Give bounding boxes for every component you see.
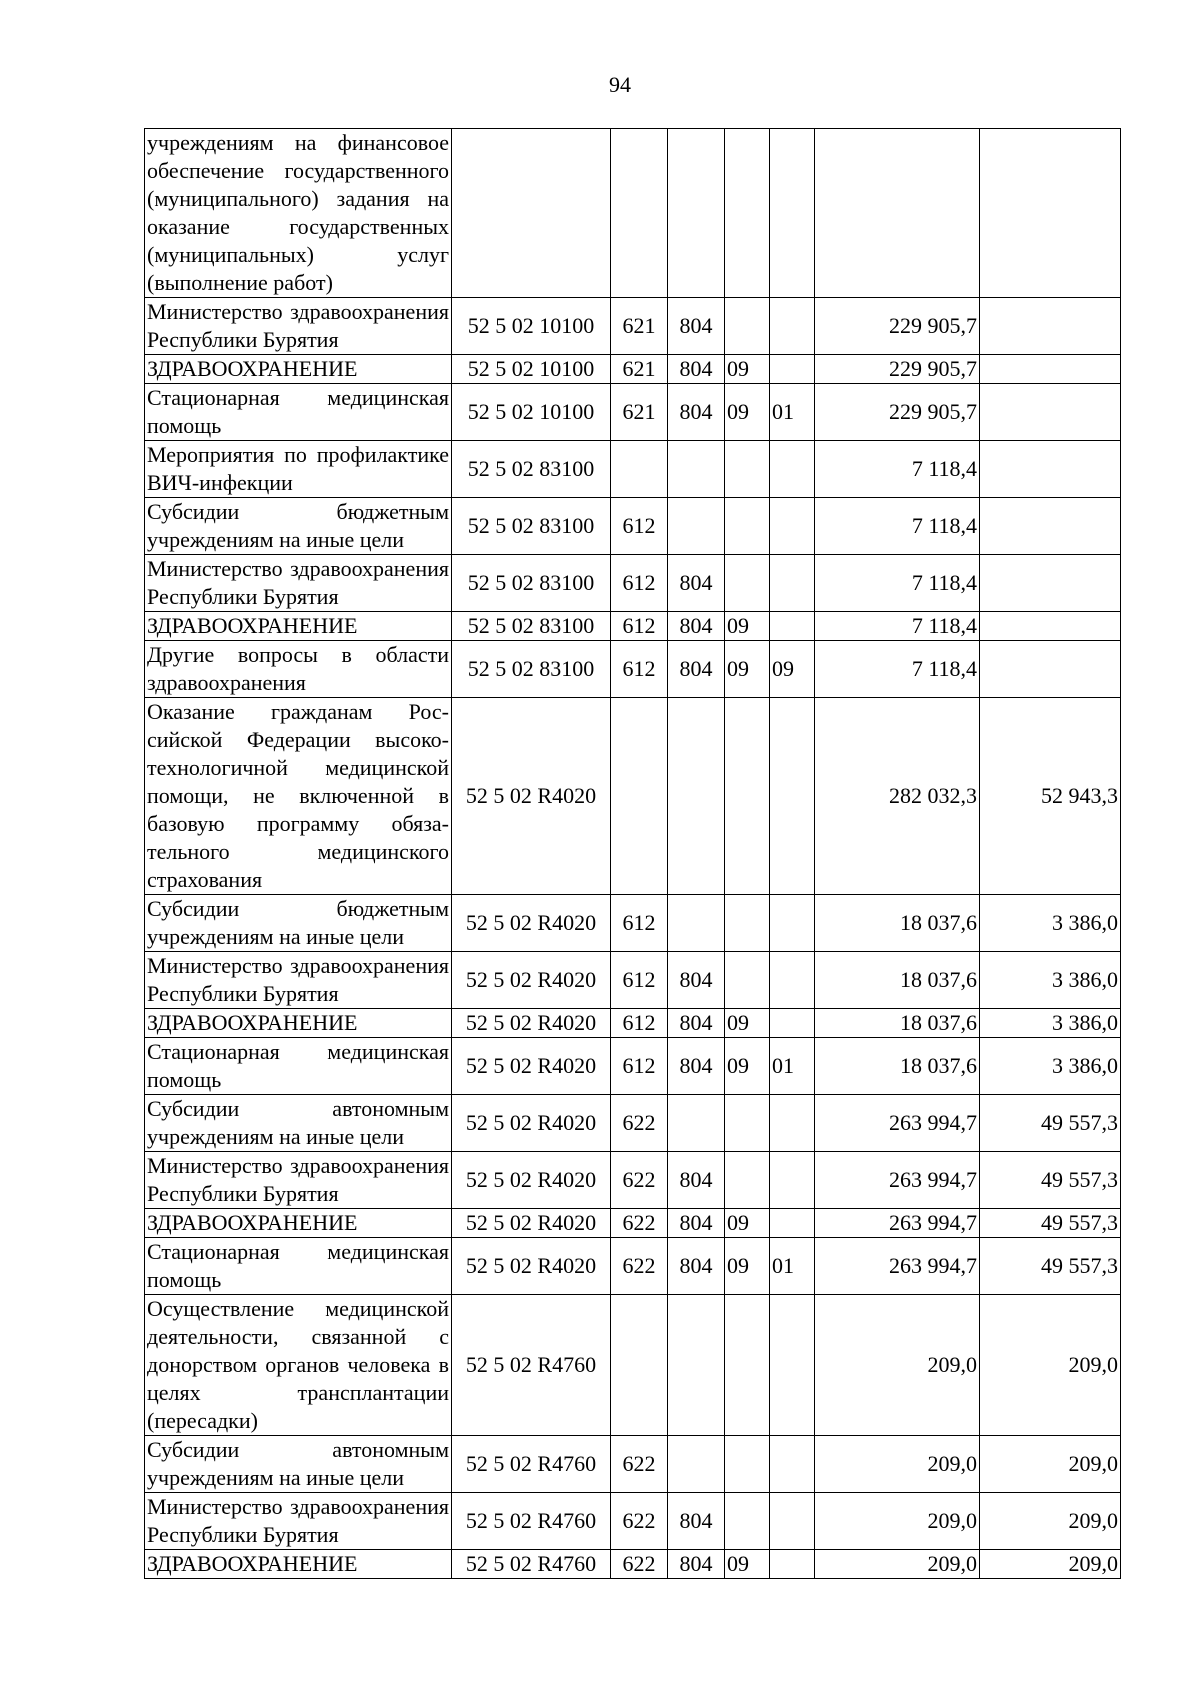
subsection-cell	[770, 1493, 815, 1550]
amount-cell: 7 118,4	[815, 641, 980, 698]
target-code-cell: 52 5 02 10100	[452, 298, 611, 355]
amount-cell: 7 118,4	[815, 555, 980, 612]
section-cell	[725, 1493, 770, 1550]
row-name-cell: ЗДРАВООХРАНЕНИЕ	[145, 1550, 452, 1579]
subsection-cell	[770, 1009, 815, 1038]
target-code-cell: 52 5 02 R4020	[452, 1152, 611, 1209]
expense-type-cell: 621	[611, 298, 668, 355]
amount-cell: 229 905,7	[815, 355, 980, 384]
row-name-cell: Министерство здравоохранения Республики Бурятия	[145, 1152, 452, 1209]
target-code-cell: 52 5 02 R4020	[452, 1095, 611, 1152]
federal-amount-cell	[980, 355, 1121, 384]
subsection-cell	[770, 555, 815, 612]
expense-type-cell: 612	[611, 641, 668, 698]
target-code-cell: 52 5 02 R4020	[452, 1209, 611, 1238]
target-code-cell: 52 5 02 10100	[452, 355, 611, 384]
target-code-cell: 52 5 02 R4020	[452, 698, 611, 895]
row-name-cell: Субсидии бюджетным учреждениям на иные цели	[145, 498, 452, 555]
table-row	[145, 129, 1121, 298]
amount-cell	[815, 129, 980, 298]
target-code-cell: 52 5 02 83100	[452, 555, 611, 612]
ministry-code-cell	[668, 1095, 725, 1152]
table-row	[145, 1152, 1121, 1209]
federal-amount-cell: 49 557,3	[980, 1152, 1121, 1209]
ministry-code-cell	[668, 895, 725, 952]
amount-cell: 18 037,6	[815, 952, 980, 1009]
target-code-cell: 52 5 02 R4760	[452, 1493, 611, 1550]
table-row	[145, 1095, 1121, 1152]
table-row	[145, 1493, 1121, 1550]
ministry-code-cell: 804	[668, 555, 725, 612]
ministry-code-cell: 804	[668, 1038, 725, 1095]
ministry-code-cell: 804	[668, 384, 725, 441]
table-row	[145, 698, 1121, 895]
subsection-cell: 01	[770, 384, 815, 441]
expense-type-cell: 612	[611, 612, 668, 641]
ministry-code-cell: 804	[668, 298, 725, 355]
budget-table-body	[145, 129, 1121, 1579]
federal-amount-cell: 3 386,0	[980, 895, 1121, 952]
federal-amount-cell	[980, 129, 1121, 298]
subsection-cell	[770, 698, 815, 895]
ministry-code-cell: 804	[668, 1152, 725, 1209]
section-cell	[725, 1295, 770, 1436]
table-row	[145, 1038, 1121, 1095]
ministry-code-cell	[668, 129, 725, 298]
table-row	[145, 952, 1121, 1009]
section-cell	[725, 441, 770, 498]
ministry-code-cell: 804	[668, 1550, 725, 1579]
row-name-cell: Другие вопросы в области здравоохранения	[145, 641, 452, 698]
section-cell: 09	[725, 384, 770, 441]
amount-cell: 229 905,7	[815, 384, 980, 441]
section-cell: 09	[725, 641, 770, 698]
subsection-cell	[770, 1152, 815, 1209]
expense-type-cell: 612	[611, 1009, 668, 1038]
federal-amount-cell	[980, 441, 1121, 498]
expense-type-cell: 622	[611, 1152, 668, 1209]
federal-amount-cell	[980, 498, 1121, 555]
ministry-code-cell	[668, 441, 725, 498]
federal-amount-cell	[980, 641, 1121, 698]
section-cell: 09	[725, 1209, 770, 1238]
section-cell	[725, 298, 770, 355]
row-name-cell: Министерство здравоохранения Республики Бурятия	[145, 952, 452, 1009]
amount-cell: 18 037,6	[815, 1009, 980, 1038]
ministry-code-cell: 804	[668, 1238, 725, 1295]
amount-cell: 282 032,3	[815, 698, 980, 895]
section-cell	[725, 1436, 770, 1493]
section-cell: 09	[725, 1238, 770, 1295]
row-name-cell: Осуществление медицинской деятельности, связанной с донорством органов человека в целях трансплантации (пересадки)	[145, 1295, 452, 1436]
table-row	[145, 355, 1121, 384]
row-name-cell: ЗДРАВООХРАНЕНИЕ	[145, 355, 452, 384]
expense-type-cell: 612	[611, 952, 668, 1009]
federal-amount-cell: 52 943,3	[980, 698, 1121, 895]
expense-type-cell: 622	[611, 1209, 668, 1238]
amount-cell: 209,0	[815, 1436, 980, 1493]
expense-type-cell: 621	[611, 355, 668, 384]
table-row	[145, 1009, 1121, 1038]
amount-cell: 263 994,7	[815, 1209, 980, 1238]
subsection-cell	[770, 952, 815, 1009]
table-row	[145, 441, 1121, 498]
ministry-code-cell: 804	[668, 1009, 725, 1038]
table-row	[145, 1550, 1121, 1579]
federal-amount-cell: 49 557,3	[980, 1095, 1121, 1152]
ministry-code-cell	[668, 698, 725, 895]
table-row	[145, 555, 1121, 612]
table-row	[145, 384, 1121, 441]
row-name-cell: ЗДРАВООХРАНЕНИЕ	[145, 1009, 452, 1038]
section-cell	[725, 698, 770, 895]
table-row	[145, 298, 1121, 355]
row-name-cell: ЗДРАВООХРАНЕНИЕ	[145, 1209, 452, 1238]
federal-amount-cell: 3 386,0	[980, 1038, 1121, 1095]
subsection-cell	[770, 612, 815, 641]
row-name-cell: Стационарная медицинская помощь	[145, 1038, 452, 1095]
amount-cell: 229 905,7	[815, 298, 980, 355]
target-code-cell: 52 5 02 83100	[452, 498, 611, 555]
table-row	[145, 498, 1121, 555]
section-cell: 09	[725, 1038, 770, 1095]
federal-amount-cell: 3 386,0	[980, 1009, 1121, 1038]
row-name-cell: Субсидии автономным учреждениям на иные цели	[145, 1436, 452, 1493]
federal-amount-cell: 3 386,0	[980, 952, 1121, 1009]
target-code-cell: 52 5 02 R4020	[452, 1009, 611, 1038]
subsection-cell	[770, 441, 815, 498]
target-code-cell: 52 5 02 R4760	[452, 1295, 611, 1436]
row-name-cell: Мероприятия по профилактике ВИЧ-инфекции	[145, 441, 452, 498]
expense-type-cell: 622	[611, 1095, 668, 1152]
ministry-code-cell: 804	[668, 641, 725, 698]
subsection-cell	[770, 1095, 815, 1152]
subsection-cell: 01	[770, 1038, 815, 1095]
amount-cell: 7 118,4	[815, 498, 980, 555]
subsection-cell	[770, 355, 815, 384]
federal-amount-cell: 209,0	[980, 1493, 1121, 1550]
subsection-cell: 09	[770, 641, 815, 698]
table-row	[145, 1295, 1121, 1436]
target-code-cell: 52 5 02 83100	[452, 641, 611, 698]
amount-cell: 209,0	[815, 1493, 980, 1550]
section-cell	[725, 1095, 770, 1152]
row-name-cell: Министерство здравоохранения Республики Бурятия	[145, 298, 452, 355]
expense-type-cell: 622	[611, 1550, 668, 1579]
ministry-code-cell	[668, 1295, 725, 1436]
expense-type-cell	[611, 1295, 668, 1436]
ministry-code-cell: 804	[668, 1493, 725, 1550]
target-code-cell: 52 5 02 R4020	[452, 1238, 611, 1295]
subsection-cell: 01	[770, 1238, 815, 1295]
federal-amount-cell: 49 557,3	[980, 1209, 1121, 1238]
amount-cell: 263 994,7	[815, 1238, 980, 1295]
amount-cell: 209,0	[815, 1295, 980, 1436]
table-row	[145, 895, 1121, 952]
expense-type-cell	[611, 441, 668, 498]
row-name-cell: Стационарная медицинская помощь	[145, 384, 452, 441]
budget-table	[144, 128, 1121, 1579]
ministry-code-cell: 804	[668, 612, 725, 641]
federal-amount-cell	[980, 612, 1121, 641]
section-cell	[725, 498, 770, 555]
row-name-cell: Министерство здравоохранения Республики Бурятия	[145, 555, 452, 612]
table-row	[145, 612, 1121, 641]
target-code-cell: 52 5 02 R4760	[452, 1436, 611, 1493]
expense-type-cell	[611, 698, 668, 895]
federal-amount-cell	[980, 298, 1121, 355]
amount-cell: 7 118,4	[815, 612, 980, 641]
row-name-cell: Оказание гражданам Российской Федерации высокотехнологичной медицинской помощи, не включенной в базовую программу обязательного медицинского страхования	[145, 698, 452, 895]
ministry-code-cell: 804	[668, 1209, 725, 1238]
ministry-code-cell: 804	[668, 355, 725, 384]
amount-cell: 7 118,4	[815, 441, 980, 498]
section-cell	[725, 129, 770, 298]
expense-type-cell: 621	[611, 384, 668, 441]
expense-type-cell: 622	[611, 1238, 668, 1295]
row-name-cell: Стационарная медицинская помощь	[145, 1238, 452, 1295]
target-code-cell: 52 5 02 83100	[452, 441, 611, 498]
expense-type-cell: 612	[611, 555, 668, 612]
expense-type-cell: 612	[611, 895, 668, 952]
federal-amount-cell: 209,0	[980, 1295, 1121, 1436]
target-code-cell: 52 5 02 R4020	[452, 895, 611, 952]
target-code-cell	[452, 129, 611, 298]
expense-type-cell	[611, 129, 668, 298]
row-name-cell: Субсидии бюджетным учреждениям на иные цели	[145, 895, 452, 952]
ministry-code-cell	[668, 498, 725, 555]
table-row	[145, 1209, 1121, 1238]
subsection-cell	[770, 895, 815, 952]
federal-amount-cell	[980, 555, 1121, 612]
row-name-cell: учреждениям на финансовое обеспечение государственного (муниципального) задания на оказание государственных (муниципальных) услуг (выполнение работ)	[145, 129, 452, 298]
row-name-cell: Министерство здравоохранения Республики Бурятия	[145, 1493, 452, 1550]
target-code-cell: 52 5 02 R4760	[452, 1550, 611, 1579]
amount-cell: 263 994,7	[815, 1095, 980, 1152]
target-code-cell: 52 5 02 83100	[452, 612, 611, 641]
target-code-cell: 52 5 02 R4020	[452, 1038, 611, 1095]
subsection-cell	[770, 1295, 815, 1436]
amount-cell: 263 994,7	[815, 1152, 980, 1209]
amount-cell: 209,0	[815, 1550, 980, 1579]
expense-type-cell: 612	[611, 1038, 668, 1095]
target-code-cell: 52 5 02 10100	[452, 384, 611, 441]
table-row	[145, 1436, 1121, 1493]
section-cell	[725, 1152, 770, 1209]
row-name-cell: ЗДРАВООХРАНЕНИЕ	[145, 612, 452, 641]
section-cell	[725, 555, 770, 612]
federal-amount-cell: 209,0	[980, 1436, 1121, 1493]
amount-cell: 18 037,6	[815, 895, 980, 952]
section-cell: 09	[725, 612, 770, 641]
table-row	[145, 641, 1121, 698]
federal-amount-cell: 49 557,3	[980, 1238, 1121, 1295]
subsection-cell	[770, 1550, 815, 1579]
section-cell: 09	[725, 355, 770, 384]
subsection-cell	[770, 298, 815, 355]
section-cell	[725, 952, 770, 1009]
ministry-code-cell	[668, 1436, 725, 1493]
subsection-cell	[770, 1436, 815, 1493]
page-number: 94	[609, 72, 631, 97]
subsection-cell	[770, 1209, 815, 1238]
ministry-code-cell: 804	[668, 952, 725, 1009]
target-code-cell: 52 5 02 R4020	[452, 952, 611, 1009]
subsection-cell	[770, 129, 815, 298]
expense-type-cell: 622	[611, 1436, 668, 1493]
expense-type-cell: 612	[611, 498, 668, 555]
table-row	[145, 1238, 1121, 1295]
section-cell: 09	[725, 1550, 770, 1579]
federal-amount-cell	[980, 384, 1121, 441]
section-cell	[725, 895, 770, 952]
row-name-cell: Субсидии автономным учреждениям на иные цели	[145, 1095, 452, 1152]
section-cell: 09	[725, 1009, 770, 1038]
federal-amount-cell: 209,0	[980, 1550, 1121, 1579]
subsection-cell	[770, 498, 815, 555]
amount-cell: 18 037,6	[815, 1038, 980, 1095]
expense-type-cell: 622	[611, 1493, 668, 1550]
